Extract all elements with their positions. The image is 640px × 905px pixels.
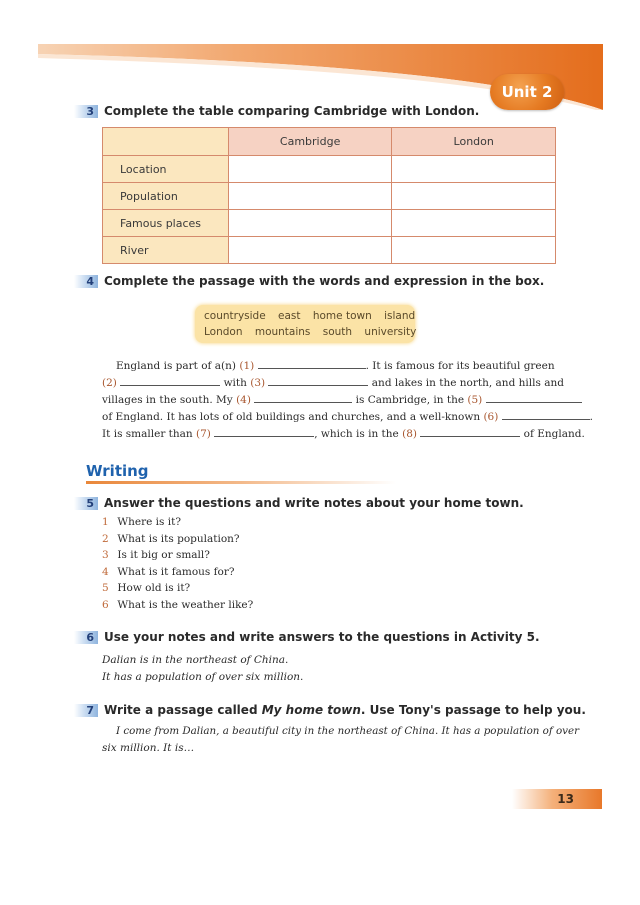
answer-blank[interactable] xyxy=(486,392,582,403)
answer-blank[interactable] xyxy=(268,375,368,386)
answer-blank[interactable] xyxy=(214,426,314,437)
example-answer-line-2: It has a population of over six million. xyxy=(102,671,304,683)
question-number: 6 xyxy=(102,598,109,611)
passage-line-2 xyxy=(102,375,564,389)
section-title-writing: Writing xyxy=(86,462,149,480)
question-list xyxy=(102,516,253,615)
table-row xyxy=(103,183,556,210)
answer-blank[interactable] xyxy=(420,426,520,437)
blank-number: (6) xyxy=(483,411,499,423)
blank-number: (4) xyxy=(236,394,251,406)
blank-number: (3) xyxy=(250,377,266,389)
activity-instruction: Complete the passage with the words and expression in the box. xyxy=(104,274,545,288)
answer-cell[interactable] xyxy=(392,237,556,264)
question-number: 2 xyxy=(102,532,109,545)
activity-instruction xyxy=(104,703,586,717)
passage-line-5 xyxy=(102,426,585,440)
activity-5-heading xyxy=(74,496,524,510)
passage-text: and lakes in the north, and hills and xyxy=(371,377,564,389)
passage-text: England is part of a(n) xyxy=(116,360,236,372)
answer-cell[interactable] xyxy=(228,237,392,264)
question-text: What is it famous for? xyxy=(117,565,235,578)
blank-number: (5) xyxy=(467,394,483,406)
passage-line-1 xyxy=(102,358,556,372)
word-item: mountains xyxy=(254,326,311,338)
passage-line-4 xyxy=(102,409,593,423)
answer-cell[interactable] xyxy=(228,210,392,237)
activity-instruction: Answer the questions and write notes about your home town. xyxy=(104,496,524,510)
question-text: What is the weather like? xyxy=(117,598,254,611)
row-label: Population xyxy=(103,183,229,210)
activity-instruction: Complete the table comparing Cambridge with London. xyxy=(104,104,480,118)
word-item: university xyxy=(364,326,417,338)
word-item: south xyxy=(322,326,353,338)
word-box-row-1 xyxy=(204,310,424,322)
row-label: Location xyxy=(103,156,229,183)
example-answer-line-1: Dalian is in the northeast of China. xyxy=(102,654,289,666)
example-passage-line-1: I come from Dalian, a beautiful city in the northeast of China. It has a population of over xyxy=(116,725,580,737)
answer-cell[interactable] xyxy=(228,183,392,210)
instruction-text: Write a passage called xyxy=(104,703,262,717)
question-number: 1 xyxy=(102,516,109,528)
table-row xyxy=(103,237,556,264)
unit-label: Unit 2 xyxy=(501,83,553,101)
word-item: east xyxy=(278,310,301,322)
table-header-blank xyxy=(103,128,229,156)
table-header-cambridge: Cambridge xyxy=(228,128,392,156)
question-text: Where is it? xyxy=(117,516,181,528)
section-underline xyxy=(86,481,396,484)
table-header-london: London xyxy=(392,128,556,156)
question-number: 3 xyxy=(102,549,109,561)
word-item: London xyxy=(204,326,243,338)
passage-text: of England. xyxy=(523,428,585,440)
question-number: 4 xyxy=(102,565,109,578)
blank-number: (8) xyxy=(402,428,417,440)
passage-text: , which is in the xyxy=(314,428,399,440)
answer-cell[interactable] xyxy=(392,210,556,237)
activity-instruction: Use your notes and write answers to the questions in Activity 5. xyxy=(104,630,540,644)
answer-cell[interactable] xyxy=(392,183,556,210)
blank-number: (1) xyxy=(239,360,255,372)
word-box xyxy=(195,305,415,343)
word-item: countryside xyxy=(204,310,266,322)
activity-7-heading xyxy=(74,703,586,717)
word-item: home town xyxy=(312,310,372,322)
unit-badge xyxy=(490,74,564,110)
answer-blank[interactable] xyxy=(120,375,220,386)
passage-text: It is smaller than xyxy=(102,428,193,440)
activity-number: 6 xyxy=(74,631,98,644)
list-item xyxy=(102,599,253,616)
list-item xyxy=(102,566,253,583)
list-item xyxy=(102,549,253,566)
answer-cell[interactable] xyxy=(392,156,556,183)
list-item xyxy=(102,533,253,550)
question-number: 5 xyxy=(102,582,109,594)
activity-number: 3 xyxy=(74,105,98,118)
word-item: island xyxy=(384,310,416,322)
activity-3-heading xyxy=(74,104,479,118)
activity-number: 7 xyxy=(74,704,98,717)
passage-line-3 xyxy=(102,392,556,406)
passage-text: . xyxy=(589,411,593,423)
blank-number: (7) xyxy=(196,428,211,440)
example-passage-line-2: six million. It is… xyxy=(102,742,195,754)
word-box-row-2 xyxy=(204,326,425,338)
list-item xyxy=(102,516,253,533)
row-label: River xyxy=(103,237,229,264)
question-text: What is its population? xyxy=(117,532,240,545)
activity-6-heading xyxy=(74,630,540,644)
passage-text: of England. It has lots of old buildings and churches, and a well-known xyxy=(102,411,481,423)
question-text: Is it big or small? xyxy=(117,549,210,561)
answer-cell[interactable] xyxy=(228,156,392,183)
activity-number: 4 xyxy=(74,275,98,288)
passage-text: . It is famous for its beautiful green xyxy=(365,360,555,372)
table-row xyxy=(103,156,556,183)
passage-text: is Cambridge, in the xyxy=(355,394,465,406)
activity-number: 5 xyxy=(74,497,98,510)
table-header-row xyxy=(103,128,556,156)
row-label: Famous places xyxy=(103,210,229,237)
passage-text: with xyxy=(223,377,247,389)
table-row xyxy=(103,210,556,237)
page-number-tab xyxy=(512,789,602,809)
answer-blank[interactable] xyxy=(254,392,352,403)
instruction-text: . Use Tony's passage to help you. xyxy=(360,703,586,717)
page-number: 13 xyxy=(557,792,574,806)
instruction-title: My home town xyxy=(261,703,361,717)
list-item xyxy=(102,582,253,599)
answer-blank[interactable] xyxy=(502,409,590,420)
comparison-table xyxy=(102,127,556,264)
answer-blank[interactable] xyxy=(258,358,366,369)
passage-text: villages in the south. My xyxy=(102,394,233,406)
blank-number: (2) xyxy=(102,377,117,389)
question-text: How old is it? xyxy=(117,582,191,594)
activity-4-heading xyxy=(74,274,544,288)
